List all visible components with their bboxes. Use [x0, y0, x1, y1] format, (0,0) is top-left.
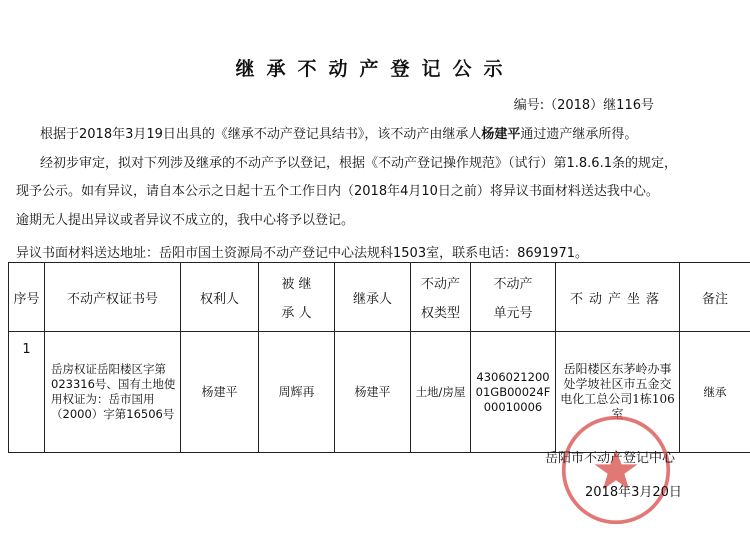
paragraph-deadline: 逾期无人提出异议或者异议不成立的，我中心将予以登记。	[16, 213, 355, 228]
page-title: 继承不动产登记公示	[235, 58, 515, 80]
header-type	[411, 263, 471, 332]
paragraph-address: 异议书面材料送达地址：岳阳市国土资源局不动产登记中心法规科1503室，联系电话：8691971。	[16, 246, 588, 261]
cell-owner: 杨建平	[181, 332, 259, 453]
paragraph-objection: 现予公示。如有异议，请自本公示之日起十五个工作日内（2018年4月10日之前）将异议书面材料送达我中心。	[16, 184, 659, 199]
paragraph-review: 经初步审定，拟对下列涉及继承的不动产予以登记，根据《不动产登记操作规范》（试行）第1.8.6.1条的规定，	[40, 156, 677, 171]
header-unit-bottom: 单元号	[493, 306, 533, 321]
heir-name-bold: 杨建平	[481, 127, 521, 142]
cell-inherited: 周辉再	[259, 332, 335, 453]
header-cert-no: 不动产权证书号	[45, 263, 181, 332]
table-header-row	[9, 263, 750, 332]
header-inherited-top: 被 继	[281, 277, 312, 292]
signature-org: 岳阳市不动产登记中心	[545, 451, 676, 466]
cell-heir: 杨建平	[335, 332, 411, 453]
header-inherited-bottom: 承 人	[281, 306, 312, 321]
header-unit-top: 不动产	[493, 277, 533, 292]
header-owner: 权利人	[181, 263, 259, 332]
official-seal-stamp	[560, 414, 672, 526]
paragraph-basis-pre: 根据于2018年3月19日出具的《继承不动产登记具结书》，该不动产由继承人	[40, 127, 482, 142]
cell-seq: 1	[9, 332, 45, 453]
header-heir: 继承人	[335, 263, 411, 332]
header-seq: 序号	[9, 263, 45, 332]
header-location: 不动产坐落	[556, 263, 680, 332]
cell-remark: 继承	[680, 332, 750, 453]
cell-location: 岳阳楼区东茅岭办事处学坡社区市五金交电化工总公司1栋106室	[556, 332, 680, 453]
cell-cert-no: 岳房权证岳阳楼区字第023316号、国有土地使用权证为：岳市国用（2000）字第16506号	[45, 332, 181, 453]
cell-type: 土地/房屋	[411, 332, 471, 453]
paragraph-basis-post: 通过遗产继承所得。	[520, 127, 638, 142]
header-remark: 备注	[680, 263, 750, 332]
header-type-top: 不动产	[420, 277, 460, 292]
header-type-bottom: 权类型	[420, 306, 460, 321]
cell-unit-no: 430602120001GB00024F00010006	[471, 332, 556, 453]
document-number: 编号:（2018）继116号	[513, 98, 654, 113]
paragraph-basis	[40, 126, 637, 144]
header-inherited	[259, 263, 335, 332]
signature-date: 2018年3月20日	[585, 485, 682, 500]
header-unit	[471, 263, 556, 332]
